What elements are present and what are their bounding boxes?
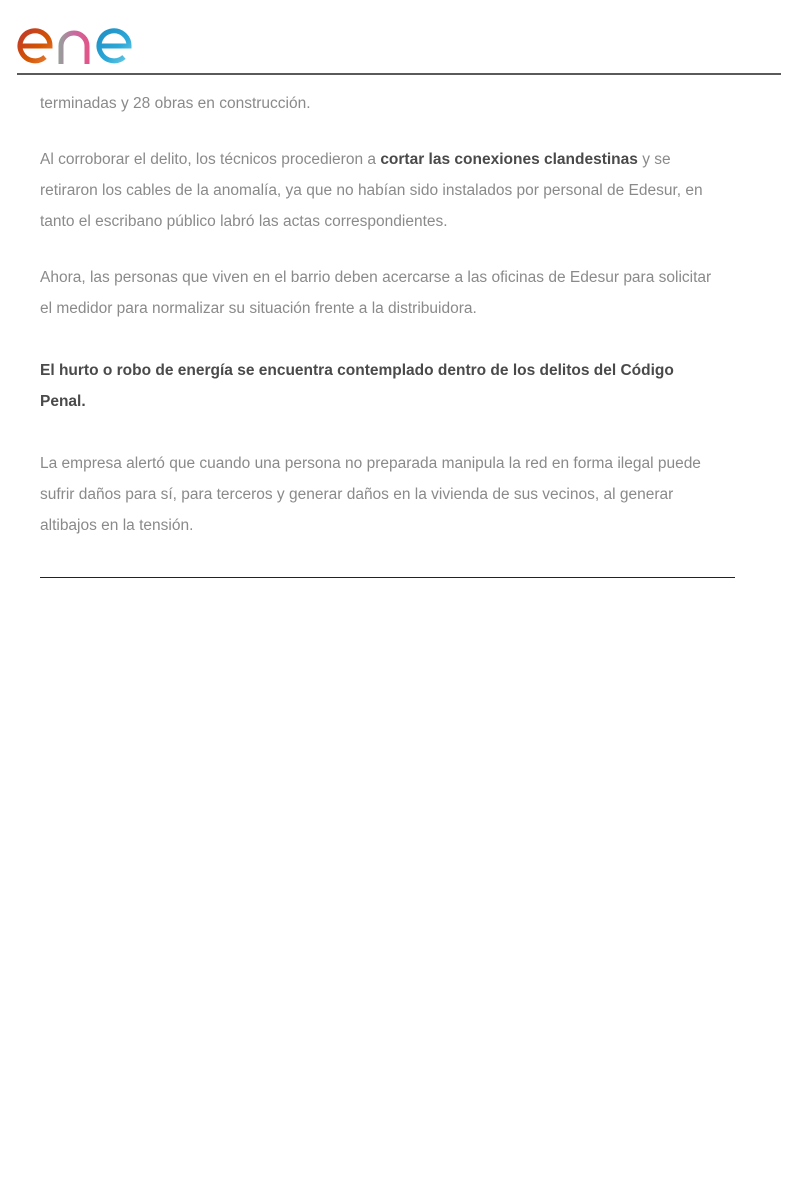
article-body (40, 88, 720, 541)
paragraph-2-text-start: Al corroborar el delito, los técnicos procedieron a (40, 151, 381, 168)
paragraph-5: La empresa alertó que cuando una persona no preparada manipula la red en forma ilegal puede sufrir daños para sí, para terceros y generar daños en la vivienda de sus vecinos, al generar altibajos en la tensión. (40, 455, 701, 534)
header-divider (17, 73, 781, 75)
enel-logo-icon (17, 8, 169, 66)
paragraph-2 (40, 144, 720, 237)
paragraph-4-highlight: El hurto o robo de energía se encuentra contemplado dentro de los delitos del Código Penal. (40, 362, 674, 410)
paragraph-2-text-end: y se retiraron los cables de la anomalía, ya que no habían sido instalados por personal de Edesur, en tanto el escribano público labró las actas correspondientes. (40, 151, 703, 230)
enel-logo[interactable] (17, 8, 169, 66)
article-end-divider (40, 577, 735, 578)
paragraph-2-bold: cortar las conexiones clandestinas (380, 151, 638, 168)
site-header (0, 0, 800, 76)
paragraph-1: terminadas y 28 obras en construcción. (40, 95, 311, 112)
paragraph-3: Ahora, las personas que viven en el barrio deben acercarse a las oficinas de Edesur para solicitar el medidor para normalizar su situación frente a la distribuidora. (40, 269, 712, 317)
